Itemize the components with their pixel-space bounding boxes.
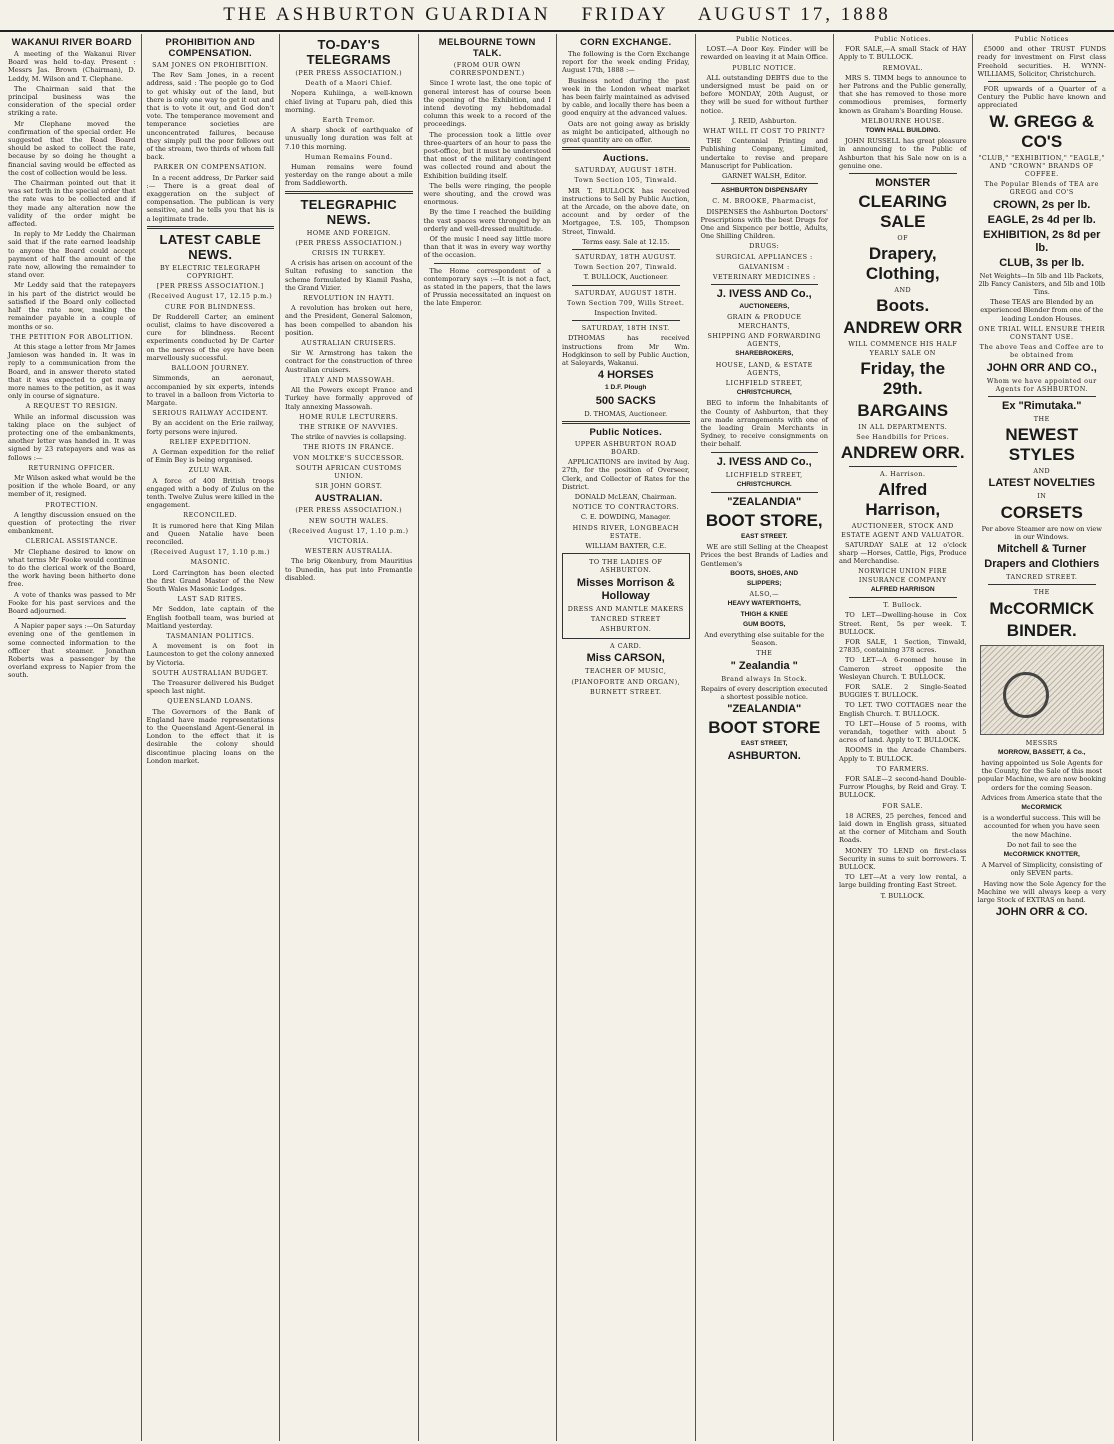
ad-text: TO LET. TWO COTTAGES near the English Church. T. BULLOCK.: [839, 701, 967, 718]
ad-text: THE Centennial Printing and Publishing Company, Limited, undertake to revise and prepare Manuscript for Publication.: [700, 137, 828, 170]
wakanui-heading: WAKANUI RIVER BOARD: [11, 37, 132, 48]
ad-line: CHRISTCHURCH.: [736, 480, 792, 488]
ad-line: MORROW, BASSETT, & Co.,: [997, 748, 1086, 756]
ad-line: McCORMICK KNOTTER,: [1003, 850, 1080, 858]
article-text: The procession took a little over three-quarters of an hour to pass the post-office, but it must be understood that most of the military contingent was collected round and about the Exhibition building itself.: [423, 130, 551, 180]
ad-line: NORWICH UNION FIRE INSURANCE COMPANY: [858, 567, 948, 584]
auctioneer-signature: T. BULLOCK, Auctioneer.: [583, 273, 668, 282]
ad-line: C. M. BROOKE, Pharmacist,: [712, 197, 817, 206]
ad-line: EXHIBITION, 2s 8d per lb.: [983, 228, 1101, 254]
ad-text: WE are still Selling at the Cheapest Prices the best Brands of Ladies and Gentlemen's: [700, 543, 828, 568]
ad-line: TO FARMERS.: [876, 764, 930, 773]
notice-heading: WHAT WILL IT COST TO PRINT?: [703, 127, 826, 136]
article-text: The Rev Sam Jones, in a recent address, said : The people go to God to get whisky out of the land, but there is only one way to get it out and that is to vote it out, and God don't vote. The temperance movement and temperance societies are unconcentrated failures, because they simply pull the poor fellows out of the stream, two thirds of whom fall back.: [146, 71, 274, 162]
ad-text: LOST.—A Door Key. Finder will be rewarded on leaving it at Main Office.: [700, 45, 828, 62]
article-text: Human remains were found yesterday on the range about a mile from Saddleworth.: [285, 163, 413, 188]
news-heading: NEW SOUTH WALES.: [308, 516, 389, 525]
article-text: The Chairman said that the principal business was the consideration of the special order striking a rate.: [8, 84, 136, 118]
ad-line: LICHFIELD STREET,: [725, 470, 803, 479]
article-text: In reply to Mr Leddy the Chairman said that if the rate earned leadship to anyone the Board could accept payment of half the amount of the rate now, allowing the remainder to stand over.: [8, 230, 136, 280]
article-text: Since I wrote last, the one topic of general interest has of course been the opening of the Exhibition, and I intend devoting my hebdomadal column this week to a record of the proceedings.: [423, 79, 551, 129]
ad-line: DRUGS:: [749, 242, 780, 251]
article-text: A force of 400 British troops engaged with a body of Zulus on the tenth. Twelve Zulus were killed in the engagement.: [146, 476, 274, 510]
divider: [147, 226, 275, 229]
ad-line: TANCRED STREET.: [1006, 573, 1078, 582]
ad-line: BOOTS, SHOES, AND: [730, 569, 799, 577]
ad-line: MONSTER: [875, 177, 931, 190]
divider: [434, 263, 542, 264]
divider: [18, 618, 126, 619]
ad-text: Per above Steamer are now on view in our Windows.: [981, 524, 1102, 541]
ad-line: W. GREGG & CO'S: [989, 111, 1095, 151]
columns: [3, 34, 1111, 1441]
divider: [988, 584, 1097, 585]
subheading: HOME AND FOREIGN.: [306, 228, 391, 237]
ad-line: AUCTIONEER, STOCK AND ESTATE AGENT AND VALUATOR.: [841, 522, 965, 539]
ad-text: DTHOMAS has received instructions from Mr Wm. Hodgkinson to sell by Public Auction, at Saleyards, Wakanui.: [562, 334, 690, 368]
news-heading: CRISIS IN TURKEY.: [311, 249, 386, 258]
ad-text: FOR SALE, 1 Section, Tinwald, 27835, containing 378 acres.: [839, 637, 967, 655]
subheading: CLERICAL ASSISTANCE.: [25, 537, 119, 546]
ad-line: (PIANOFORTE AND ORGAN),: [571, 677, 681, 686]
ad-line: EAGLE, 2s 4d per lb.: [987, 213, 1096, 226]
divider: [572, 249, 680, 250]
ad-text: Having now the Sole Agency for the Machine we will always keep a very large Stock of EXTRAS on hand.: [977, 879, 1106, 904]
news-heading: SIR JOHN GORST.: [315, 482, 383, 491]
ad-line: AUCTIONEERS,: [739, 303, 790, 311]
masthead-day: FRIDAY: [581, 4, 668, 25]
ad-line: McCORMICK: [989, 598, 1095, 618]
column-2: [142, 34, 281, 1441]
ad-line: EAST STREET,: [740, 740, 788, 748]
ad-line: Miss CARSON,: [586, 652, 665, 665]
ad-line: Ex "Rimutaka.": [1001, 400, 1082, 413]
notice-heading: HINDS RIVER, LONGBEACH ESTATE.: [572, 523, 679, 540]
notice-heading: REMOVAL.: [882, 63, 923, 72]
subheading: BY ELECTRIC TELEGRAPH COPYRIGHT.: [159, 263, 261, 281]
article-text: Mr Leddy said that the ratepayers in his part of the district would be satisfied if the Board only collected half the rate now, making the remainder payable in a couple of months or so.: [8, 281, 136, 331]
ad-line: ONE TRIAL WILL ENSURE THEIR CONSTANT USE.: [978, 324, 1105, 342]
ad-text: These TEAS are Blended by an experienced Blender from one of the leading London Houses.: [980, 298, 1104, 323]
binder-engraving-image: [980, 645, 1105, 735]
ad-line: McCORMICK: [1021, 803, 1063, 811]
ad-line: BURNETT STREET.: [590, 687, 662, 696]
divider: [572, 320, 680, 321]
ad-line: ASHBURTON.: [600, 624, 652, 633]
ad-line: AND: [1033, 467, 1051, 476]
ad-text: SATURDAY SALE at 12 o'clock sharp —Horses, Cattle, Pigs, Produce and Merchandise.: [839, 540, 967, 566]
ad-line: Mitchell & Turner: [997, 543, 1087, 556]
ad-text: Advices from America state that the: [981, 793, 1103, 802]
news-heading: QUEENSLAND LOANS.: [167, 697, 254, 706]
ad-text: Do not fail to see the: [1006, 840, 1077, 849]
ad-line: CORSETS: [1000, 502, 1083, 522]
ad-text: TO LET—A 6-roomed house in Cameron street opposite the Wesleyan Church. T. BULLOCK.: [839, 656, 967, 681]
ad-line: ASHBURTON DISPENSARY: [721, 187, 808, 195]
telegrams-heading: TO-DAY'S TELEGRAMS: [306, 37, 391, 67]
news-heading: THE STRIKE OF NAVVIES.: [299, 422, 399, 431]
sale-date: SATURDAY, 18TH AUGUST.: [575, 253, 677, 262]
article-text: Mr Clephane moved the confirmation of the special order. He suggested that the Road Board should be asked to collect the rate, because by so doing he thought a financial saving would be effected as the cost of collection would be less.: [8, 119, 136, 177]
column-heading: Public Notices: [1014, 35, 1069, 43]
article-text: The Treasurer delivered his Budget speech last night.: [146, 679, 274, 696]
news-heading: BALLOON JOURNEY.: [171, 364, 250, 373]
ad-line: Boots.: [876, 296, 930, 316]
news-heading: RECONCILED.: [183, 511, 238, 520]
article-text: In a recent address, Dr Parker said :— There is a great deal of exaggeration on the subject of compensation. The publican is very sensitive, and he tells you that his is a legitimate trade.: [146, 173, 274, 223]
subheading: PARKER ON COMPENSATION.: [153, 163, 267, 172]
column-8: [973, 34, 1112, 1441]
ad-text: And everything else suitable for the Season.: [704, 630, 825, 648]
ad-text: A Marvel of Simplicity, consisting of only SEVEN parts.: [981, 861, 1102, 878]
ad-line: NEWEST STYLES: [1005, 425, 1079, 465]
article-text: The following is the Corn Exchange report for the week ending Friday, August 17th, 1888 :—: [562, 50, 690, 75]
ad-line: The Popular Blends of TEA are GREGG and CO'S: [984, 180, 1099, 197]
ad-line: 1 D.F. Plough: [605, 384, 647, 392]
ad-line: HOUSE, LAND, & ESTATE AGENTS,: [715, 360, 813, 377]
column-5: [557, 34, 696, 1441]
ad-line: SHIPPING AND FORWARDING AGENTS,: [707, 331, 822, 349]
ad-line: MELBOURNE HOUSE.: [861, 116, 945, 125]
ad-line: SURGICAL APPLIANCES :: [715, 252, 813, 261]
ad-line: THE: [756, 649, 773, 658]
ad-line: AND: [894, 286, 912, 295]
ad-line: GUM BOOTS,: [743, 620, 786, 628]
telegraphic-heading: TELEGRAPHIC NEWS.: [300, 196, 397, 227]
ad-line: DRESS AND MANTLE MAKERS: [567, 604, 684, 613]
morrison-ad: [562, 553, 690, 639]
news-heading: THE RIOTS IN FRANCE.: [303, 443, 395, 452]
ad-line: TEACHER OF MUSIC,: [585, 667, 667, 676]
ad-line: GALVANISM :: [738, 262, 790, 271]
article-text: A lengthy discussion ensued on the question of protecting the river embankment.: [8, 510, 136, 536]
news-heading: WESTERN AUSTRALIA.: [305, 547, 393, 556]
divider: [562, 421, 690, 424]
ad-line: LICHFIELD STREET,: [725, 378, 803, 387]
ad-text: MRS S. TIMM begs to announce to her Patrons and the Public generally, that she has removed to those more commodious premises, formerly known as Graham's Boarding House.: [839, 73, 967, 115]
sale-place: Town Section 207, Tinwald.: [574, 263, 678, 272]
divider: [711, 492, 819, 493]
news-heading: ZULU WAR.: [188, 466, 232, 475]
article-text: Mr Wilson asked what would be the position if the whole Board, or any member of it, resigned.: [8, 473, 136, 499]
article-text: It is rumored here that King Milan and Queen Natalie have been reconciled.: [146, 521, 274, 546]
ad-line: MESSRS: [1025, 738, 1058, 747]
ad-line: J. IVESS AND Co.,: [716, 455, 812, 468]
ad-line: See Handbills for Prices.: [856, 433, 950, 442]
divider: [988, 81, 1097, 82]
ad-text: Net Weights—In 5lb and 1lb Packets, 2lb Fancy Canisters, and 5lb and 10lb Tins.: [978, 271, 1106, 297]
ad-line: CHRISTCHURCH,: [736, 389, 792, 397]
ad-text: £5000 and other TRUST FUNDS ready for investment on First class Freehold securities. H. WYNN-WILLIAMS, Solicitor, Christchurch.: [977, 45, 1106, 78]
subheading: [PER PRESS ASSOCIATION.]: [156, 282, 264, 291]
ad-text: having appointed us Sole Agents for the County, for the Sale of this most popular Machine, we are now booking orders for the coming Season.: [977, 758, 1106, 792]
ad-text: FOR SALE. 2 Single-Seated BUGGIES T. BULLOCK.: [839, 682, 967, 700]
signature: T. BULLOCK.: [880, 891, 925, 900]
column-7: [834, 34, 973, 1441]
ad-text: TO LET—House of 5 rooms, with verandah, together with about 5 acres of land. Apply to T. BULLOCK.: [839, 719, 967, 745]
news-heading: HOME RULE LECTURERS.: [299, 412, 399, 421]
ad-line: Drapers and Clothiers: [984, 558, 1100, 571]
public-notices-heading: Public Notices.: [589, 426, 663, 438]
ad-line: "CLUB," "EXHIBITION," "EAGLE," AND "CROWN" BRANDS OF COFFEE.: [978, 153, 1106, 179]
article-text: A revolution has broken out here, and the President, General Salomon, has been compelled to abandon his position.: [285, 304, 413, 337]
article-text: A crisis has arisen on account of the Sultan refusing to sanction the scheme formulated by Kiamil Pasha, the Grand Vizier.: [285, 259, 413, 292]
ad-line: IN ALL DEPARTMENTS.: [858, 422, 948, 431]
corn-heading: CORN EXCHANGE.: [580, 37, 672, 48]
subheading: (FROM OUR OWN CORRESPONDENT.): [449, 61, 525, 78]
subheading: SAM JONES ON PROHIBITION.: [152, 61, 269, 69]
cable-news-heading: LATEST CABLE NEWS.: [159, 231, 262, 262]
article-text: The Chairman pointed out that it was set forth in the special order that the rate was to be collected and if they made any alteration now the validity of the order might be affected.: [8, 179, 136, 229]
ad-line: Misses Morrison & Holloway: [576, 576, 675, 602]
ad-line: CLEARING SALE: [858, 192, 948, 232]
notice-heading: UPPER ASHBURTON ROAD BOARD.: [574, 439, 677, 456]
article-text: Mr Seddon, late captain of the English football team, was buried at Maitland yesterday.: [146, 605, 274, 630]
ad-line: Alfred Harrison,: [865, 480, 941, 520]
auctioneer-signature: D. THOMAS, Auctioneer.: [584, 409, 668, 418]
ad-text: Inspection Invited.: [594, 309, 658, 318]
article-text: The Home correspondent of a contemporary says :—It is not a fact, as stated in the papers, that the laws of Prussia necessitated an inquest on the late Emperor.: [423, 266, 551, 308]
ad-line: FOR SALE.: [882, 801, 924, 810]
news-heading: VON MOLTKE'S SUCCESSOR.: [293, 453, 405, 462]
column-4: [419, 34, 558, 1441]
prohibition-heading: PROHIBITION AND COMPENSATION.: [165, 37, 256, 59]
news-heading: Earth Tremor.: [322, 116, 375, 125]
ad-text: JOHN RUSSELL has great pleasure in announcing to the Public of Ashburton that his Sale now on is a genuine one.: [839, 137, 967, 170]
news-heading: TASMANIAN POLITICS.: [166, 631, 255, 640]
article-text: A meeting of the Wakanui River Board was held to-day. Present : Messrs Jas. Brown (Chairman), D. Leddy, M. Wilson and T. Clephane.: [8, 50, 136, 83]
subheading: PROTECTION.: [45, 500, 99, 509]
article-text: Oats are not going away as briskly as might be anticipated, although no great quantity are on offer.: [562, 119, 690, 145]
signature: WILLIAM BAXTER, C.E.: [585, 541, 667, 550]
ad-line: T. Bullock.: [883, 601, 923, 610]
ad-line: BARGAINS: [857, 400, 949, 420]
article-text: While an informal discussion was taking place on the subject of protecting one of the embankments, another letter was handed in. It was signed by 23 ratepayers and was as follows :—: [8, 412, 136, 462]
subheading: THE PETITION FOR ABOLITION.: [10, 332, 134, 341]
news-heading: ITALY AND MASSOWAH.: [302, 375, 395, 384]
ad-line: Drapery, Clothing,: [865, 244, 940, 284]
ad-line: IN: [1037, 492, 1047, 501]
masthead: [0, 0, 1114, 32]
ad-text: ROOMS in the Arcade Chambers. Apply to T. BULLOCK.: [839, 746, 967, 763]
ad-line: CLUB, 3s per lb.: [999, 256, 1085, 269]
ad-line: BOOT STORE: [708, 718, 821, 738]
article-text: Of the music I need say little more than that it was in every way worthy of the occasion.: [423, 235, 551, 260]
article-text: All the Powers except France and Turkey have formally approved of Italy annexing Massowah.: [285, 386, 413, 411]
news-heading: RELIEF EXPEDITION.: [169, 437, 251, 446]
ad-line: OF: [897, 234, 909, 243]
divider: [562, 147, 690, 150]
divider: [711, 452, 819, 453]
article-text: A sharp shock of earthquake of unusually long duration was felt at 7.10 this morning.: [285, 126, 413, 151]
received-time: (Received August 17, 1.10 p.m.): [289, 526, 409, 535]
article-text: A movement is on foot in Launceston to get the colony annexed by Victoria.: [146, 642, 274, 667]
article-text: At this stage a letter from Mr James Jamieson was handed in. It was in reply to a communication from the Board, and in answer thereto stated that it was expected to get many more names to the petition, as it was only in course of signature.: [8, 342, 136, 401]
ad-text: Terms easy. Sale at 12.15.: [582, 237, 670, 246]
ad-line: BOOT STORE,: [705, 510, 823, 530]
signature: DONALD McLEAN, Chairman.: [574, 492, 677, 501]
sale-place: Town Section 105, Tinwald.: [574, 176, 678, 185]
received-time: (Received August 17, 12.15 p.m.): [148, 292, 273, 301]
ad-line: THIGH & KNEE: [740, 610, 788, 618]
ad-line: EAST STREET.: [740, 532, 788, 540]
ad-line: A. Harrison.: [880, 470, 926, 479]
article-text: A Napier paper says :—On Saturday evening one of the gentlemen in some connected information to the officer that steamer. Jonathan Roberts was a passenger by the overland express to Napier from the south.: [8, 622, 136, 680]
article-text: By an accident on the Erie railway, forty persons were injured.: [146, 419, 274, 436]
ad-line: GRAIN & PRODUCE MERCHANTS,: [727, 313, 802, 330]
signature: GARNET WALSH, Editor.: [722, 172, 807, 181]
article-text: Sir W. Armstrong has taken the contract for the construction of three Australian cruisers.: [285, 349, 413, 374]
news-heading: SERIOUS RAILWAY ACCIDENT.: [152, 409, 269, 418]
ad-line: ALSO,—: [749, 590, 780, 599]
ad-text: BEG to inform the Inhabitants of the County of Ashburton, that they are made arrangements with one of the leading Grain Merchants in Sydney, to receive consignments on their behalf.: [700, 399, 828, 449]
column-heading: Public Notices.: [736, 35, 793, 43]
ad-text: 18 ACRES, 25 perches, fenced and laid down in English grass, situated at the corner of Mitcham and South Roads.: [839, 811, 967, 845]
article-text: Lord Carrington has been elected the first Grand Master of the New South Wales Masonic Lodges.: [146, 568, 274, 593]
sale-date: SATURDAY, AUGUST 18TH.: [574, 288, 677, 297]
article-text: A vote of thanks was passed to Mr Fooke for his past services and the Board adjourned.: [8, 590, 136, 615]
divider: [711, 183, 819, 184]
signature: C. E. DOWDING, Manager.: [580, 513, 671, 522]
ad-line: VETERINARY MEDICINES :: [712, 273, 816, 282]
ad-line: SHAREBROKERS,: [735, 350, 794, 358]
ad-line: TO THE LADIES OF ASHBURTON.: [589, 558, 663, 575]
melbourne-heading: MELBOURNE TOWN TALK.: [438, 37, 536, 59]
news-heading: CURE FOR BLINDNESS.: [164, 302, 256, 311]
ad-text: DISPENSES the Ashburton Doctors' Prescriptions with the best Drugs for One and Sixpence per bottle, Adults, One Shilling Children.: [700, 207, 828, 241]
article-text: Nopera Kuhiinga, a well-known chief living at Tuparu pah, died this morning.: [285, 89, 413, 114]
masthead-title: THE ASHBURTON GUARDIAN: [223, 4, 551, 25]
sale-date: SATURDAY, 18TH INST.: [581, 324, 670, 333]
ad-text: MONEY TO LEND on first-class Security in sums to suit borrowers. T. BULLOCK.: [839, 846, 967, 871]
news-heading: SOUTH AUSTRALIAN BUDGET.: [152, 668, 269, 677]
article-text: The strike of navvies is collapsing.: [291, 433, 407, 442]
article-text: A German expedition for the relief of Emin Bey is being organised.: [146, 447, 274, 465]
ad-text: FOR upwards of a Quarter of a Century the Public have known and appreciated: [977, 85, 1106, 110]
subheading: (PER PRESS ASSOCIATION.): [295, 238, 403, 247]
ad-line: JOHN ORR & CO.: [995, 906, 1088, 919]
divider: [849, 597, 957, 598]
ad-text: TO LET—At a very low rental, a large building fronting East Street.: [839, 873, 967, 890]
ad-line: Whom we have appointed our Agents for ASHBURTON.: [986, 376, 1097, 393]
news-heading: MASONIC.: [190, 558, 231, 567]
subheading: (PER PRESS ASSOCIATION.): [295, 69, 403, 77]
sale-date: SATURDAY, AUGUST 18TH.: [574, 166, 677, 175]
column-3: [280, 34, 419, 1441]
news-heading: SOUTH AFRICAN CUSTOMS UNION.: [295, 463, 402, 480]
article-text: By the time I reached the building the vast spaces were thronged by an orderly and well-dressed multitude.: [423, 208, 551, 233]
ad-text: ALL outstanding DEBTS due to the undersigned must be paid on or before MONDAY, 20th August, or they will be sued for without further notice.: [700, 73, 828, 115]
ad-text: is a wonderful success. This will be accounted for when you have seen the new Machine.: [982, 814, 1101, 839]
subheading: (PER PRESS ASSOCIATION.): [295, 506, 403, 515]
notice-heading: NOTICE TO CONTRACTORS.: [572, 503, 680, 512]
divider: [572, 285, 680, 286]
ad-line: TOWN HALL BUILDING.: [865, 127, 941, 135]
ad-line: TANCRED STREET: [590, 614, 661, 623]
subheading: A REQUEST TO RESIGN.: [25, 402, 118, 411]
masthead-date: AUGUST 17, 1888: [697, 4, 891, 25]
ad-line: THE: [1033, 588, 1050, 597]
ad-line: 4 HORSES: [597, 369, 654, 382]
ad-line: A CARD.: [610, 642, 642, 651]
ad-line: ANDREW ORR: [843, 318, 963, 338]
article-text: The brig Okenbury, from Mauritius to Dunedin, has put into Fremantle disabled.: [285, 557, 413, 582]
ad-line: HEAVY WATERTIGHTS,: [727, 600, 801, 608]
australian-heading: AUSTRALIAN.: [314, 493, 383, 505]
ad-line: LATEST NOVELTIES: [988, 477, 1096, 490]
article-text: Simmonds, an aeronaut, accompanied by six experts, intends to travel in a balloon from Victoria to Margate.: [146, 374, 274, 407]
article-text: The Governors of the Bank of England have made representations to the Queensland Agent-General in London to the effect that it is desirable the colony should discontinue placing loans on the London market.: [146, 707, 274, 765]
ad-line: THE: [1033, 415, 1050, 424]
ad-line: "ZEALANDIA": [727, 495, 802, 508]
ad-text: Repairs of every description executed a shortest possible notice.: [700, 684, 828, 701]
ad-line: BINDER.: [1006, 620, 1077, 640]
ad-line: SLIPPERS;: [746, 579, 782, 587]
column-1: [3, 34, 142, 1441]
received-time: (Received August 17, 1.10 p.m.): [150, 548, 270, 557]
news-heading: AUSTRALIAN CRUISERS.: [301, 339, 397, 348]
ad-line: Brand always In Stock.: [721, 674, 808, 683]
news-heading: LAST SAD RITES.: [177, 595, 244, 604]
ad-line: J. IVESS AND Co.,: [716, 288, 812, 301]
ad-line: Friday, the 29th.: [860, 358, 946, 398]
article-text: Mr Clephane desired to know on what terms Mr Fooke would continue to do the clerical work of the Board, the work having been hitherto done free.: [8, 547, 136, 589]
ad-line: CROWN, 2s per lb.: [993, 198, 1091, 211]
ad-line: "ZEALANDIA": [727, 703, 802, 716]
news-heading: REVOLUTION IN HAYTI.: [303, 294, 395, 303]
article-text: The bells were ringing, the people were shouting, and the crowd was enormous.: [423, 181, 551, 207]
ad-text: TO LET—Dwelling-house in Cox Street. Rent, 5s per week. T. BULLOCK.: [839, 611, 967, 636]
news-heading: Death of a Maori Chief.: [305, 79, 393, 88]
ad-text: APPLICATIONS are invited by Aug. 27th, for the position of Overseer, Clerk, and Collector of Rates for the District.: [562, 458, 690, 491]
divider: [711, 284, 819, 285]
ad-line: " Zealandia ": [730, 659, 798, 672]
ad-text: FOR SALE—2 second-hand Double-Furrow Ploughs, by Reid and Gray. T. BULLOCK.: [839, 774, 967, 800]
column-heading: Public Notices.: [874, 35, 931, 43]
ad-line: ASHBURTON.: [727, 750, 801, 763]
article-text: Dr Rudderell Carter, an eminent oculist, claims to have discovered a cure for blindness. Recent experiments conducted by Dr Carter on the nerves of the eye have been marvellously successful.: [146, 312, 274, 362]
notice-heading: PUBLIC NOTICE.: [732, 63, 797, 72]
ad-text: MR T. BULLOCK has received instructions to Sell by Public Auction, at the Arcade, on the above date, on account and by order of the Mortgagee, T.S. 105, Thompson Street, Tinwald.: [562, 186, 690, 236]
divider: [285, 191, 413, 194]
ad-line: 500 SACKS: [595, 394, 656, 407]
news-heading: Human Remains Found.: [304, 152, 393, 161]
news-heading: VICTORIA.: [328, 536, 369, 545]
subheading: RETURNING OFFICER.: [28, 463, 116, 472]
signature: J. REID, Ashburton.: [731, 116, 797, 125]
ad-line: The above Teas and Coffee are to be obtained from: [979, 343, 1104, 360]
ad-line: WILL COMMENCE HIS HALF YEARLY SALE ON: [848, 340, 958, 357]
ad-line: JOHN ORR AND CO.,: [986, 361, 1097, 374]
ad-line: ANDREW ORR.: [840, 443, 965, 463]
divider: [988, 396, 1097, 397]
sale-place: Town Section 709, Wills Street.: [567, 298, 685, 307]
ad-line: ALFRED HARRISON: [870, 585, 935, 593]
divider: [849, 173, 957, 174]
article-text: Business noted during the past week in the London wheat market has been fairly maintained as advised by cable, and locally there has been a good enquiry at the advanced values.: [562, 76, 690, 118]
divider: [849, 466, 957, 467]
auctions-heading: Auctions.: [602, 153, 649, 165]
column-6: [696, 34, 835, 1441]
ad-text: FOR SALE,—A small Stack of HAY Apply to T. BULLOCK.: [839, 45, 967, 62]
